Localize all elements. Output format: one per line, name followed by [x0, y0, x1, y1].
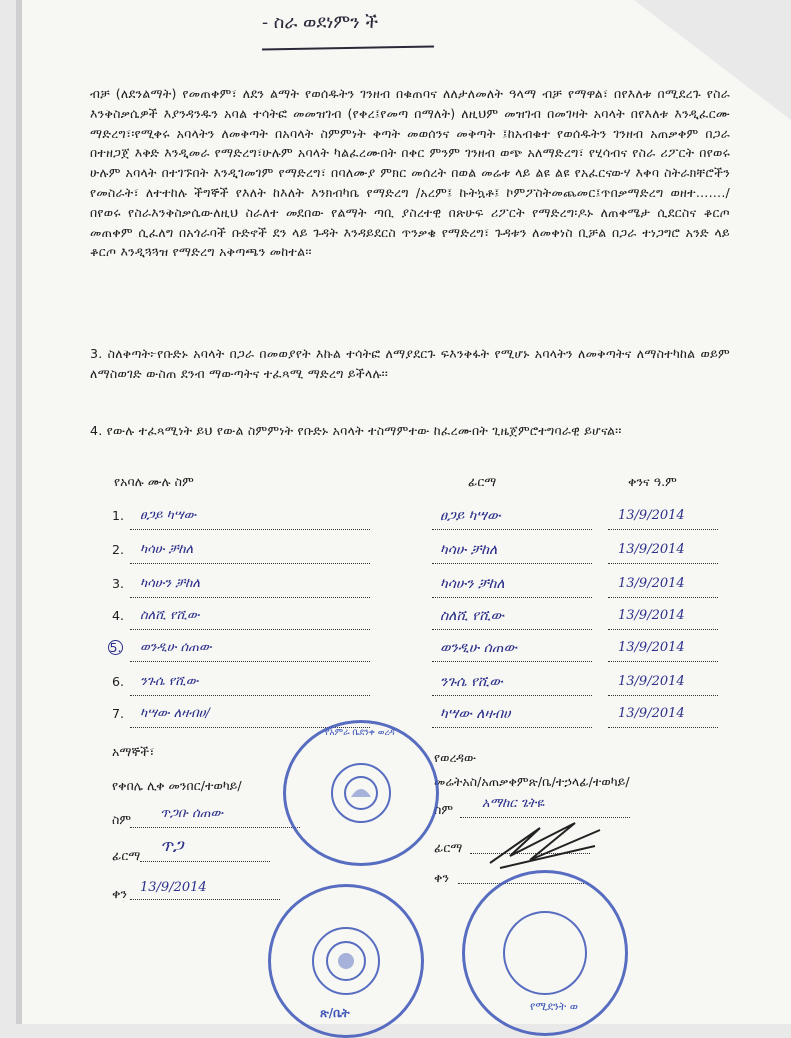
member-date: 13/9/2014 — [618, 542, 685, 557]
document-title: - ስራ ወደነምን ች — [262, 12, 379, 33]
left-name-label: ስም — [112, 812, 132, 827]
left-signature-label: ፊርማ — [112, 848, 141, 863]
name-line — [130, 562, 370, 564]
right-signature-label: ፊርማ — [434, 840, 463, 855]
member-number: 2. — [112, 542, 125, 557]
member-name: ካሳሁ ቻከለ — [140, 542, 194, 557]
member-date: 13/9/2014 — [618, 576, 685, 591]
kebele-chair-role: የቀበሌ ሊቀ መንበር/ተወካይ/ — [112, 778, 242, 793]
member-signature: ንጉሴ የሺው — [440, 674, 503, 690]
member-name: ወንዲሁ ሰጠው — [140, 640, 212, 655]
right-name-value: አማከር ጌትዬ — [482, 796, 545, 811]
date-line — [608, 596, 718, 598]
date-line — [608, 694, 718, 696]
member-date: 13/9/2014 — [618, 608, 685, 623]
date-line — [608, 528, 718, 530]
member-row — [0, 508, 700, 532]
date-line — [608, 562, 718, 564]
signature-line — [432, 694, 592, 696]
member-number: 3. — [112, 576, 125, 591]
member-signature: ፀጋይ ካሣው — [440, 508, 501, 524]
member-date: 13/9/2014 — [618, 674, 685, 689]
member-number: 5. — [109, 640, 122, 655]
member-name: ፀጋይ ካሣው — [140, 508, 197, 523]
emblem-icon — [341, 773, 381, 813]
woreda-seal-text: የሚደንት ወ — [530, 1000, 578, 1013]
date-line — [608, 660, 718, 662]
member-row — [0, 576, 700, 600]
name-line — [130, 628, 370, 630]
member-signature: ወንዲሁ ሰጠው — [440, 640, 517, 656]
left-name-line — [130, 826, 300, 828]
official-signature-scribble — [480, 808, 610, 878]
member-row — [0, 674, 700, 698]
member-signature: ካሳሁ ቻከለ — [440, 542, 498, 558]
paragraph-validity: 4. የውሉ ተፈጻሚነት ይህ የውል ስምምነት የቡድኑ አባላት ተስማምተው ከፈረሙበት ጊዜጀምሮተግባራዊ ይሆናል፡፡ — [90, 423, 622, 438]
signature-line — [432, 726, 592, 728]
member-name: ካሳሁን ቻከለ — [140, 576, 200, 591]
date-line — [608, 726, 718, 728]
office-seal-text: ጽ/ቤት — [320, 1006, 350, 1020]
member-row — [0, 640, 700, 664]
witnesses-label: አማኞች፣ — [112, 744, 155, 759]
signature-line — [432, 562, 592, 564]
left-signature-value: ጥጋ — [160, 836, 184, 856]
member-signature: ስለሺ የሺው — [440, 608, 504, 624]
date-line — [608, 628, 718, 630]
member-name: ንጉሴ የሺው — [140, 674, 199, 689]
left-date-line — [130, 898, 280, 900]
name-line — [130, 596, 370, 598]
member-row — [0, 608, 700, 632]
right-name-label: ስም — [434, 802, 454, 817]
member-name: ስለሺ የሺው — [140, 608, 200, 623]
left-date-label: ቀን — [112, 886, 128, 901]
emblem-icon — [323, 938, 369, 984]
woreda-label: የወረዳው — [434, 750, 477, 765]
member-number: 7. — [112, 706, 125, 721]
name-line — [130, 694, 370, 696]
member-number: 1. — [112, 508, 125, 523]
signature-line — [432, 528, 592, 530]
member-number: 6. — [112, 674, 125, 689]
paragraph-obligations: ብቻ (ለደንልማት) የመጠቀም፣ ለደን ልማት የወሰዱትን ገንዘብ በቁጠባና ለለታለመለት ዓላማ ብቻ የማዋል፣ በየእለቱ በሚደረጉ የስራ እንቅስቃሴዎች እያንዳንዱን አባል ተሳትፎ መመዝገብ (የቀረ፤የመጣ በማለት) ለዚህም መዝገብ በመገዛት አባላት በየእለቱ እንዲፈርሙ ማድረግ፣፡የሚቀሩ አባላትን ለመቅጣት በአባላት ስምምነት ቅጣት መወሰንና መቅጣት ፤ከአብቁተ የወሰዱትን ገንዘብ አጠቃቀም በጋራ በተዘጋጀ እቅድ እንዲመራ የማድረግ፣ሁሉም አባላት ካልፈረሙበት በቀር ምንም ገንዘብ ወጭ አለማድረግ፣ የሂሳብና የስራ ሪፖርት በየወሩ ሁሉም አባላት በተገኙበት እንዲገመገም የማድረግ፣ በባለሙያ ምክር መሰረት በወል መሬቱ ላይ ልዩ ልዩ የአፈርናውሃ እቀባ ስትራክቸሮችን የመስራት፣ ለተተከሉ ችግኞች የእለት ከእለት እንክብካቤ የማድረግ /አረም፤ ኩትኳቶ፤ ኮምፖስትመጨመር፤ጥበቃማድረግ ወዘተ……./ በየወሩ የስራእንቅስቃሴውለዚህ ስራለተ መደበው የልማት ጣቢ ያስረተዊ በጽሁፍ ሪፖርት የማድረግ፡ዶኑ ለጠቀሜታ ሲደርስና ቆርጦ መጠቀም ሲፈለግ በአጎራባች ቡድኖች ደን ላይ ጉዳት እንዳይደርስ ጥንቃቄ የማድረግ፣ ጉዳቱን ለመቀነስ ቢቻል በጋራ ተነጋግሮ አንድ ላይ ቆርጦ እንዲጓጓዝ የማድረግ አቅጣጫን መከተል፡፡ — [90, 86, 730, 260]
column-header-name: የአባሉ ሙሉ ስም — [114, 474, 194, 489]
member-date: 13/9/2014 — [618, 706, 685, 721]
member-date: 13/9/2014 — [618, 508, 685, 523]
kebele-seal — [283, 720, 439, 866]
land-office-role: መሬትአስ/አጠቃቀምጽ/ቤ/ተኃላፊ/ተወካይ/ — [434, 774, 630, 789]
member-row — [0, 542, 700, 566]
left-signature-line — [140, 860, 270, 862]
right-date-label: ቀን — [434, 870, 450, 885]
member-date: 13/9/2014 — [618, 640, 685, 655]
member-name: ካሣው ለዛብሀ/ — [140, 706, 210, 721]
signature-line — [432, 628, 592, 630]
left-name-value: ጥጋቡ ሰጠው — [160, 806, 223, 821]
name-line — [130, 660, 370, 662]
member-signature: ካሳሁን ቻከለ — [440, 576, 505, 592]
name-line — [130, 528, 370, 530]
member-signature: ካሣው ለዛብሀ — [440, 706, 511, 722]
member-number: 4. — [112, 608, 125, 623]
paragraph-penalty: 3. ስለቅጣት፦የቡድኑ አባላት በጋራ በመወያየት እኩል ተሳትፎ ለማያደርጉ ፍእንቅፋት የሚሆኑ አባላትን ለመቅጣትና ለማስተካከል ወይም ለማስወገድ ውስጠ ደንብ ማውጣትና ተፈጻሚ ማድረግ ይችላሉ፡፡ — [90, 346, 730, 381]
kebele-seal-text: የአምራ ቤደንቀ ወረዳ — [325, 728, 395, 738]
signature-line — [432, 596, 592, 598]
column-header-date: ቀንና ዓ.ም — [628, 474, 677, 489]
signature-line — [432, 660, 592, 662]
column-header-signature: ፊርማ — [468, 474, 497, 489]
left-date-value: 13/9/2014 — [140, 880, 207, 895]
